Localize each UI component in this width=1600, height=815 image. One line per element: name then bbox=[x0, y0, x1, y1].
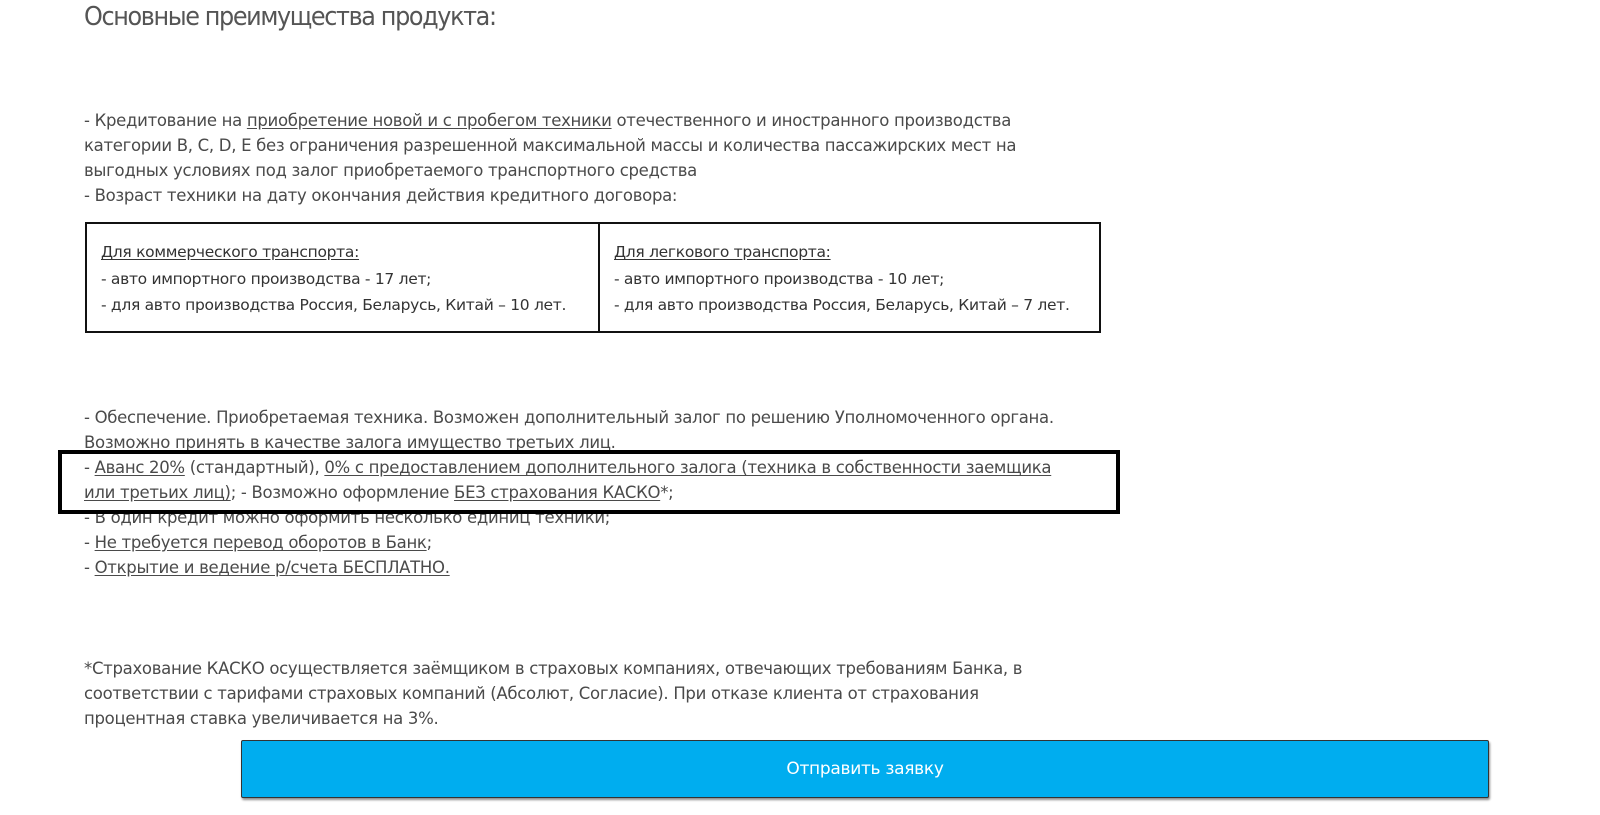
advance-line-2: или третьих лиц); - Возможно оформление БЕЗ страхования КАСКО*; bbox=[84, 483, 674, 502]
vehicle-age-intro: - Возраст техники на дату окончания действия кредитного договора: bbox=[84, 186, 678, 205]
vehicle-age-table bbox=[85, 222, 1101, 333]
page-title: Основные преимущества продукта: bbox=[84, 2, 496, 32]
footnote-line-1: *Страхование КАСКО осуществляется заёмщиком в страховых компаниях, отвечающих требованиям Банка, в bbox=[84, 659, 1023, 678]
free-account-link[interactable]: Открытие и ведение р/счета БЕСПЛАТНО. bbox=[94, 558, 450, 577]
security-line-2: Возможно принять в качестве залога имущество третьих лиц. bbox=[84, 433, 616, 452]
passenger-import-age: - авто импортного производства - 10 лет; bbox=[614, 269, 945, 288]
footnote-paragraph bbox=[84, 656, 1124, 731]
commercial-transport-title: Для коммерческого транспорта: bbox=[101, 243, 360, 261]
footnote-line-2: соответствии с тарифами страховых компаний (Абсолют, Согласие). При отказе клиента от страхования bbox=[84, 684, 979, 703]
multiple-units-line: - В один кредит можно оформить несколько единиц техники; bbox=[84, 508, 611, 527]
security-line-1: - Обеспечение. Приобретаемая техника. Возможен дополнительный залог по решению Уполномоченного органа. bbox=[84, 408, 1054, 427]
passenger-transport-cell bbox=[600, 224, 1099, 331]
intro-paragraph bbox=[84, 108, 1124, 208]
intro-line-3: выгодных условиях под залог приобретаемого транспортного средства bbox=[84, 161, 697, 180]
no-turnover-transfer-link[interactable]: Не требуется перевод оборотов в Банк bbox=[94, 533, 427, 552]
advance-20-link[interactable]: Аванс 20% bbox=[94, 458, 185, 477]
intro-line-2: категории B, C, D, E без ограничения разрешенной максимальной массы и количества пассажирских мест на bbox=[84, 136, 1017, 155]
turnover-line: - Не требуется перевод оборотов в Банк; bbox=[84, 533, 432, 552]
no-casco-insurance-link[interactable]: БЕЗ страхования КАСКО bbox=[454, 483, 661, 502]
new-and-used-vehicles-link[interactable]: приобретение новой и с пробегом техники bbox=[246, 111, 612, 130]
commercial-transport-cell bbox=[87, 224, 600, 331]
advance-zero-link-continued[interactable]: или третьих лиц) bbox=[84, 483, 231, 502]
passenger-transport-title: Для легкового транспорта: bbox=[614, 243, 831, 261]
conditions-paragraph bbox=[84, 405, 1124, 580]
footnote-line-3: процентная ставка увеличивается на 3%. bbox=[84, 709, 439, 728]
submit-application-button[interactable]: Отправить заявку bbox=[241, 740, 1489, 798]
intro-line-1: - Кредитование на приобретение новой и с пробегом техники отечественного и иностранного производства bbox=[84, 111, 1012, 130]
passenger-domestic-age: - для авто производства Россия, Беларусь, Китай – 7 лет. bbox=[614, 296, 1070, 314]
account-line: - Открытие и ведение р/счета БЕСПЛАТНО. bbox=[84, 558, 450, 577]
advance-zero-link[interactable]: 0% с предоставлением дополнительного залога (техника в собственности заемщика bbox=[324, 458, 1052, 477]
commercial-import-age: - авто импортного производства - 17 лет; bbox=[101, 269, 432, 288]
commercial-domestic-age: - для авто производства Россия, Беларусь, Китай – 10 лет. bbox=[101, 296, 567, 314]
advance-line-1: - Аванс 20% (стандартный), 0% с предоставлением дополнительного залога (техника в собственности заемщика bbox=[84, 458, 1052, 477]
